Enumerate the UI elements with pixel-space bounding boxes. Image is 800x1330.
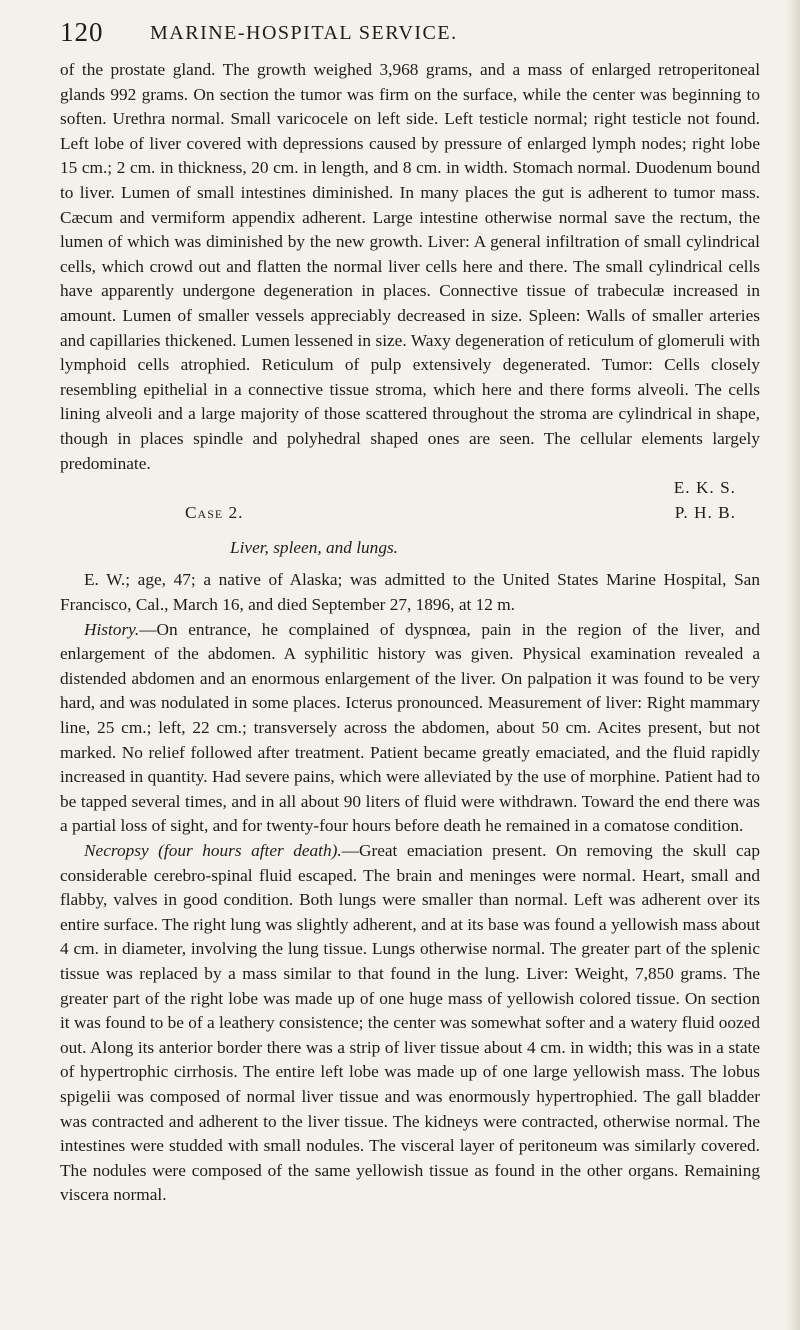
page-body (60, 58, 760, 1208)
case2-intro: E. W.; age, 47; a native of Alaska; was admitted to the United States Marine Hospital, San Francisco, Cal., March 16, and died September 27, 1896, at 12 m. (60, 570, 760, 615)
page-header (60, 17, 740, 53)
page-edge-shadow (786, 0, 800, 1330)
history-label: History. (84, 619, 140, 639)
case-subtitle: Liver, spleen, and lungs. (230, 537, 399, 557)
case-title: Case 2. (185, 503, 244, 523)
page-number: 120 (60, 17, 104, 47)
case1-paragraph: of the prostate gland. The growth weighed 3,968 grams, and a mass of enlarged retroperitoneal glands 992 grams. On section the tumor was firm on the surface, while the center was beginning to soften. Urethra normal. Small varicocele on left side. Left testicle normal; right testicle not found. Left lobe of liver covered with depressions caused by pressure of enlarged lymph nodes; right lobe 15 cm.; 2 cm. in thickness, 20 cm. in length, and 8 cm. in width. Stomach normal. Duodenum bound to liver. Lumen of small intestines diminished. In many places the gut is adherent to tumor mass. Cæcum and vermiform appendix adherent. Large intestine otherwise normal save the rectum, the lumen of which was diminished by the new growth. Liver: A general infiltration of small cylindrical cells, which crowd out and flatten the normal liver cells here and there. The small cylindrical cells have apparently undergone degeneration in places. Connective tissue of trabeculæ increased in amount. Lumen of smaller vessels appreciably decreased in size. Spleen: Walls of smaller arteries and capillaries thickened. Lumen lessened in size. Waxy degeneration of reticulum of glomeruli with lymphoid cells atrophied. Reticulum of pulp extensively degenerated. Tumor: Cells closely resembling epithelial in a connective tissue stroma, which here and there forms alveoli. The cells lining alveoli and a large majority of those scattered throughout the stroma are cylindrical in shape, though in places spindle and polyhedral shaped ones are seen. The cellular elements largely predominate. (60, 60, 760, 473)
necropsy-text: —Great emaciation present. On removing the skull cap considerable cerebro-spinal fluid escaped. The brain and meninges were normal. Heart, small and flabby, valves in good condition. Both lungs were smaller than normal. Left was adherent over its entire surface. The right lung was slightly adherent, and at its base was found a yellowish mass about 4 cm. in diameter, involving the lung tissue. Lungs otherwise normal. The greater part of the splenic tissue was replaced by a mass similar to that found in the lung. Liver: Weight, 7,850 grams. The greater part of the right lobe was made up of one huge mass of yellowish colored tissue. On section it was found to be of a leathery consistence; the center was somewhat softer and a watery fluid oozed out. Along its anterior border there was a strip of liver tissue about 4 cm. in width; this was in a state of hypertrophic cirrhosis. The entire left lobe was made up of one large yellowish mass. The lobus spigelii was composed of normal liver tissue and was enormously hypertrophied. The gall bladder was contracted and adherent to the liver tissue. The kidneys were contracted, otherwise normal. The intestines were studded with small nodules. The visceral layer of peritoneum was similarly covered. The nodules were composed of the same yellowish tissue as found in the other organs. Remaining viscera normal. (60, 841, 760, 1205)
necropsy-paragraph (60, 839, 760, 1208)
signature-2: P. H. B. (674, 502, 736, 522)
running-head: MARINE-HOSPITAL SERVICE. (150, 22, 458, 44)
history-paragraph (60, 618, 760, 839)
history-text: —On entrance, he complained of dyspnœa, pain in the region of the liver, and enlargement of the abdomen. A syphilitic history was given. Physical examination revealed a distended abdomen and an enormous enlargement of the liver. On palpation it was found to be very hard, and was nodulated in some places. Icterus pronounced. Measurement of liver: Right mammary line, 25 cm.; left, 22 cm.; transversely across the abdomen, about 50 cm. Acites present, but not marked. No relief followed after treatment. Patient became greatly emaciated, and the fluid rapidly increased in quantity. Had severe pains, which were alleviated by the use of morphine. Patient had to be tapped several times, and in all about 90 liters of fluid were withdrawn. Toward the end there was a partial loss of sight, and for twenty-four hours before death he remained in a comatose condition. (60, 619, 760, 836)
necropsy-label: Necropsy (four hours after death). (84, 841, 342, 860)
signature-1: E. K. S. (673, 478, 736, 498)
